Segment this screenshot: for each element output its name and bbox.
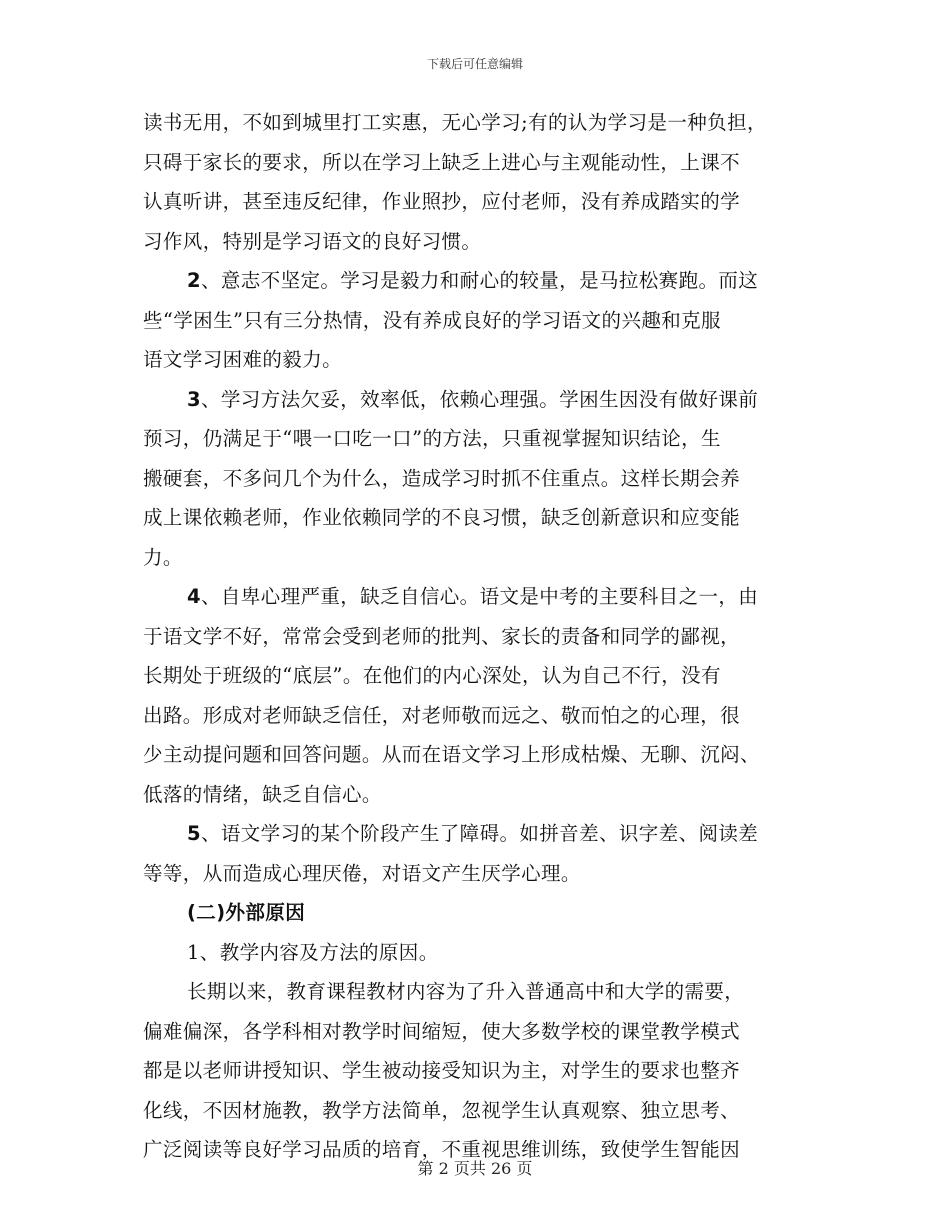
text-line bbox=[143, 775, 813, 815]
line-text: 化线，不因材施教，教学方法简单，忽视学生认真观察、独立思考、 bbox=[143, 1098, 741, 1122]
text-line bbox=[143, 538, 813, 578]
text-line bbox=[143, 617, 813, 657]
document-body bbox=[143, 103, 813, 1170]
text-line bbox=[143, 103, 813, 143]
item-number: 4 bbox=[187, 585, 201, 608]
section-heading bbox=[143, 893, 813, 933]
text-line bbox=[143, 419, 813, 459]
item-number: 3 bbox=[187, 387, 201, 411]
item-number: 5 bbox=[187, 822, 201, 845]
line-text: 语文学习困难的毅力。 bbox=[143, 348, 343, 371]
text-line bbox=[143, 577, 813, 617]
text-line bbox=[143, 340, 813, 380]
line-text: 搬硬套，不多问几个为什么，造成学习时抓不住重点。这样长期会养 bbox=[143, 466, 741, 490]
text-line bbox=[143, 972, 813, 1012]
line-text: 低落的情绪，缺乏自信心。 bbox=[143, 782, 382, 806]
line-text: 等等，从而造成心理厌倦，对语文产生厌学心理。 bbox=[143, 861, 581, 885]
text-line bbox=[143, 222, 813, 262]
line-text: (二)外部原因 bbox=[187, 901, 306, 924]
line-text: 、学习方法欠妥，效率低，依赖心理强。学困生因没有做好课前 bbox=[200, 387, 759, 411]
line-text: 广泛阅读等良好学习品质的培育，不重视思维训练，致使学生智能因 bbox=[143, 1138, 741, 1161]
line-text: 长期以来，教育课程教材内容为了升入普通高中和大学的需要， bbox=[187, 980, 745, 1003]
text-line bbox=[143, 1012, 813, 1052]
line-text: 、语文学习的某个阶段产生了障碍。如拼音差、识字差、阅读差 bbox=[200, 822, 759, 845]
line-text: 些“学困生”只有三分热情，没有养成良好的学习语文的兴趣和克服 bbox=[143, 308, 721, 332]
line-text: 1、教学内容及方法的原因。 bbox=[187, 940, 439, 964]
text-line bbox=[143, 182, 813, 222]
page-header: 下载后可任意编辑 bbox=[426, 57, 523, 71]
text-line bbox=[143, 1091, 813, 1131]
line-text: 长期处于班级的“底层”。在他们的内心深处，认为自己不行，没有 bbox=[143, 664, 721, 687]
line-text: 只碍于家长的要求，所以在学习上缺乏上进心与主观能动性，上课不 bbox=[143, 150, 741, 174]
text-line bbox=[143, 459, 813, 499]
text-line bbox=[143, 301, 813, 341]
line-text: 读书无用，不如到城里打工实惠，无心学习;有的认为学习是一种负担， bbox=[143, 111, 767, 134]
text-line bbox=[143, 735, 813, 775]
line-text: 成上课依赖老师，作业依赖同学的不良习惯，缺乏创新意识和应变能 bbox=[143, 506, 741, 529]
text-line bbox=[143, 656, 813, 696]
page-footer: 第 2 页共 26 页 bbox=[417, 1159, 533, 1178]
line-text: 、自卑心理严重，缺乏自信心。语文是中考的主要科目之一，由 bbox=[200, 585, 759, 608]
line-text: 都是以老师讲授知识、学生被动接受知识为主，对学生的要求也整齐 bbox=[143, 1059, 741, 1082]
line-text: 出路。形成对老师缺乏信任，对老师敬而远之、敬而怕之的心理，很 bbox=[143, 703, 741, 727]
line-text: 于语文学不好，常常会受到老师的批判、家长的责备和同学的鄙视， bbox=[143, 624, 741, 648]
line-text: 、意志不坚定。学习是毅力和耐心的较量，是马拉松赛跑。而这 bbox=[200, 269, 759, 292]
text-line bbox=[143, 814, 813, 854]
line-text: 认真听讲，甚至违反纪律，作业照抄，应付老师，没有养成踏实的学 bbox=[143, 190, 741, 213]
line-text: 少主动提问题和回答问题。从而在语文学习上形成枯燥、无聊、沉闷、 bbox=[143, 743, 760, 766]
line-text: 预习，仍满足于“喂一口吃一口”的方法，只重视掌握知识结论，生 bbox=[143, 427, 721, 450]
item-number: 2 bbox=[187, 269, 201, 292]
text-line bbox=[143, 854, 813, 894]
line-text: 力。 bbox=[143, 545, 183, 569]
text-line bbox=[143, 696, 813, 736]
text-line bbox=[143, 380, 813, 420]
text-line bbox=[143, 933, 813, 973]
line-text: 习作风，特别是学习语文的良好习惯。 bbox=[143, 229, 482, 253]
text-line bbox=[143, 498, 813, 538]
text-line bbox=[143, 261, 813, 301]
line-text: 偏难偏深，各学科相对教学时间缩短，使大多数学校的课堂教学模式 bbox=[143, 1019, 741, 1043]
text-line bbox=[143, 1051, 813, 1091]
text-line bbox=[143, 143, 813, 183]
